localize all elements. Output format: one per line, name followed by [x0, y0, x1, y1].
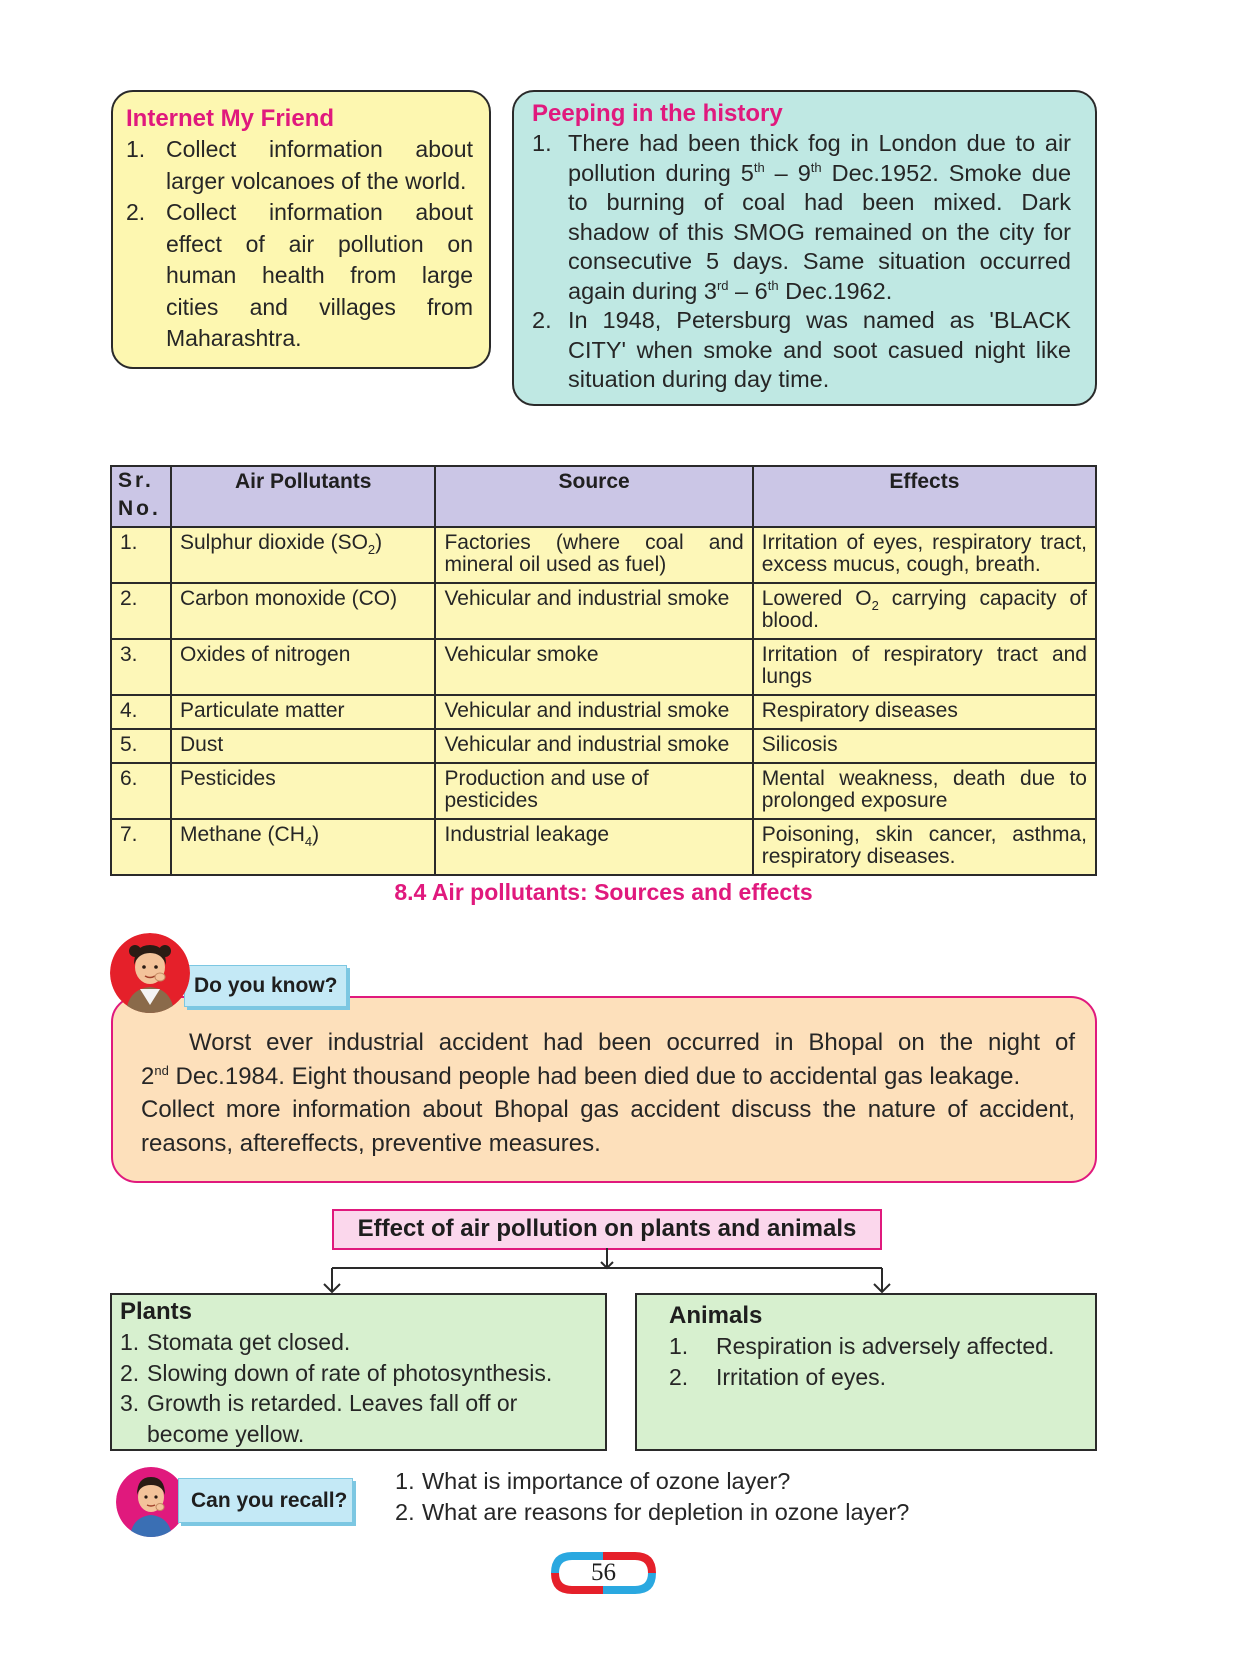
do-you-know-box: [111, 996, 1097, 1183]
air-pollutants-table: [110, 465, 1097, 876]
table-row: 7. Methane $(CH_4)$ Industrial leakage Poisoning, skin cancer, asthma, respiratory diseases.: [111, 819, 1096, 875]
list-item: 1. There had been thick fog in London due to air pollution during 5th – 9th Dec.1952. Smoke due to burning of coal had been mixed. Dark shadow of this SMOG remained on the city for consecutive 5 days. Same situation occurred again during 3rd – 6th Dec.1962.: [532, 130, 1072, 304]
do-you-know-para2: Collect more information about Bhopal gas accident discuss the nature of accident, reasons, aftereffects, preventive measures.: [141, 1096, 1075, 1157]
do-you-know-line1: Worst ever industrial accident had been occurred in Bhopal on the night of: [189, 1029, 1075, 1056]
peeping-history-list: [532, 129, 1071, 395]
animals-list: [669, 1331, 1095, 1392]
list-item: 1. What is importance of ozone layer?: [395, 1468, 791, 1494]
plants-box: [110, 1293, 607, 1451]
peeping-history-title: Peeping in the history: [532, 100, 783, 127]
list-item: 1. Collect information about larger volcanoes of the world.: [126, 136, 473, 194]
header-source: Source: [435, 466, 752, 527]
list-item: 2. In 1948, Petersburg was named as 'BLACK CITY' when smoke and soot casued night like situation during day time.: [532, 307, 1071, 392]
table-row: 6. Pesticides Production and use of pesticides Mental weakness, death due to prolonged exposure: [111, 763, 1096, 819]
do-you-know-line2: 2nd Dec.1984. Eight thousand people had been died due to accidental gas leakage.: [141, 1062, 1021, 1090]
list-item: 1. Respiration is adversely affected.: [669, 1333, 1055, 1359]
table-row: 4. Particulate matter Vehicular and industrial smoke Respiratory diseases: [111, 695, 1096, 729]
internet-my-friend-title: Internet My Friend: [126, 105, 335, 132]
table-row: 1. Sulphur dioxide $(SO_2)$ Factories (where coal and mineral oil used as fuel) Irritation of eyes, respiratory tract, excess mucus, cough, breath.: [111, 527, 1096, 583]
do-you-know-label: Do you know?: [184, 965, 347, 1007]
table-caption: 8.4 Air pollutants: Sources and effects: [394, 879, 813, 905]
internet-my-friend-box: [111, 90, 491, 369]
page-number-badge: [548, 1549, 659, 1597]
peeping-history-box: [512, 90, 1097, 406]
table-row: 3. Oxides of nitrogen Vehicular smoke Irritation of respiratory tract and lungs: [111, 639, 1096, 695]
page-number: 56: [591, 1559, 616, 1586]
header-effects: Effects: [753, 466, 1096, 527]
internet-my-friend-list: [126, 134, 473, 355]
header-sr-no: Sr. No.: [111, 466, 171, 527]
plants-title: Plants: [120, 1298, 193, 1325]
effect-section-title: Effect of air pollution on plants and animals: [332, 1209, 882, 1250]
list-item: 2. Slowing down of rate of photosynthesis.: [120, 1359, 553, 1386]
header-air-pollutants: Air Pollutants: [171, 466, 435, 527]
can-you-recall-label: Can you recall?: [178, 1478, 353, 1523]
table-header-row: [111, 466, 1096, 527]
animals-title: Animals: [669, 1302, 763, 1329]
table-row: 2. Carbon monoxide (CO) Vehicular and industrial smoke Lowered $O_2$ carrying capacity of blood.: [111, 583, 1096, 639]
table-row: 5. Dust Vehicular and industrial smoke Silicosis: [111, 729, 1096, 763]
can-you-recall-list: [395, 1466, 909, 1528]
list-item: 2. What are reasons for depletion in ozone layer?: [395, 1499, 910, 1525]
list-item: 2. Irritation of eyes.: [669, 1363, 887, 1390]
animals-box: [635, 1293, 1097, 1451]
list-item: 2. Collect information about effect of air pollution on human health from large cities and villages from Maharashtra.: [126, 199, 473, 351]
branch-connector-arrows: [320, 1248, 900, 1296]
girl-thinking-icon: [110, 933, 190, 1013]
list-item: 3. Growth is retarded. Leaves fall off or become yellow.: [120, 1390, 518, 1447]
list-item: 1. Stomata get closed.: [120, 1329, 351, 1355]
plants-list: [120, 1327, 605, 1449]
girl-recall-icon: [116, 1467, 186, 1537]
